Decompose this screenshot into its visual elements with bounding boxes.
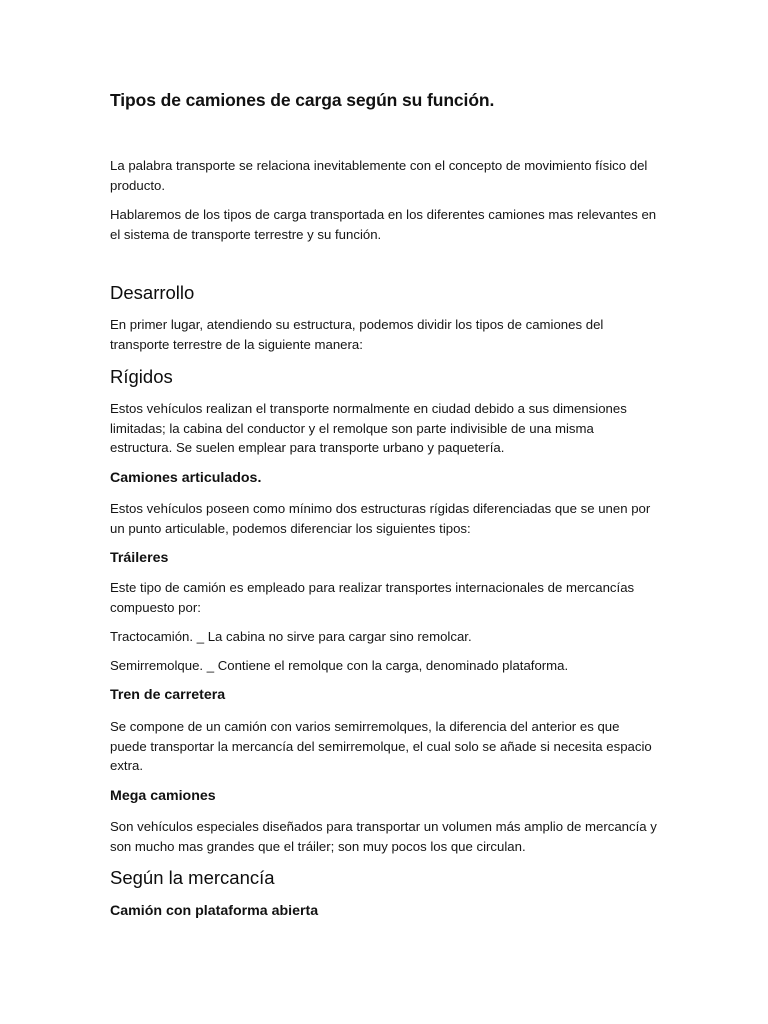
heading-desarrollo: Desarrollo bbox=[110, 282, 195, 303]
trailers-item-tractocamion: Tractocamión. _ La cabina no sirve para cargar sino remolcar. bbox=[110, 629, 472, 644]
paragraph-trailers: Este tipo de camión es empleado para realizar transportes internacionales de mercancías compuesto por: bbox=[110, 580, 635, 615]
document-title: Tipos de camiones de carga según su función. bbox=[110, 90, 495, 110]
heading-rigidos: Rígidos bbox=[110, 366, 173, 387]
heading-tren-de-carretera: Tren de carretera bbox=[110, 687, 226, 703]
trailers-item-semirremolque: Semirremolque. _ Contiene el remolque con la carga, denominado plataforma. bbox=[110, 658, 569, 673]
intro-paragraph-2: Hablaremos de los tipos de carga transportada en los diferentes camiones mas relevantes en el sistema de transporte terrestre y su función. bbox=[110, 207, 657, 242]
heading-camion-plataforma-abierta: Camión con plataforma abierta bbox=[110, 903, 319, 919]
paragraph-tren-de-carretera: Se compone de un camión con varios semirremolques, la diferencia del anterior es que puede transportar la mercancía del semirremolque, el cual solo se añade si necesita espacio extra. bbox=[110, 719, 652, 773]
heading-mega-camiones: Mega camiones bbox=[110, 788, 216, 804]
intro-paragraph-1: La palabra transporte se relaciona inevitablemente con el concepto de movimiento físico del producto. bbox=[110, 158, 648, 193]
paragraph-rigidos: Estos vehículos realizan el transporte normalmente en ciudad debido a sus dimensiones limitadas; la cabina del conductor y el remolque son parte indivisible de una misma estructura. Se suelen emplear para transporte urbano y paquetería. bbox=[110, 401, 627, 455]
paragraph-desarrollo: En primer lugar, atendiendo su estructura, podemos dividir los tipos de camiones del transporte terrestre de la siguiente manera: bbox=[110, 317, 604, 352]
paragraph-camiones-articulados: Estos vehículos poseen como mínimo dos estructuras rígidas diferenciadas que se unen por un punto articulable, podemos diferenciar los siguientes tipos: bbox=[110, 501, 651, 536]
heading-trailers: Tráileres bbox=[110, 550, 169, 566]
heading-segun-la-mercancia: Según la mercancía bbox=[110, 867, 275, 888]
paragraph-mega-camiones: Son vehículos especiales diseñados para transportar un volumen más amplio de mercancía y son mucho mas grandes que el tráiler; son muy pocos los que circulan. bbox=[110, 819, 657, 854]
heading-camiones-articulados: Camiones articulados. bbox=[110, 470, 262, 486]
